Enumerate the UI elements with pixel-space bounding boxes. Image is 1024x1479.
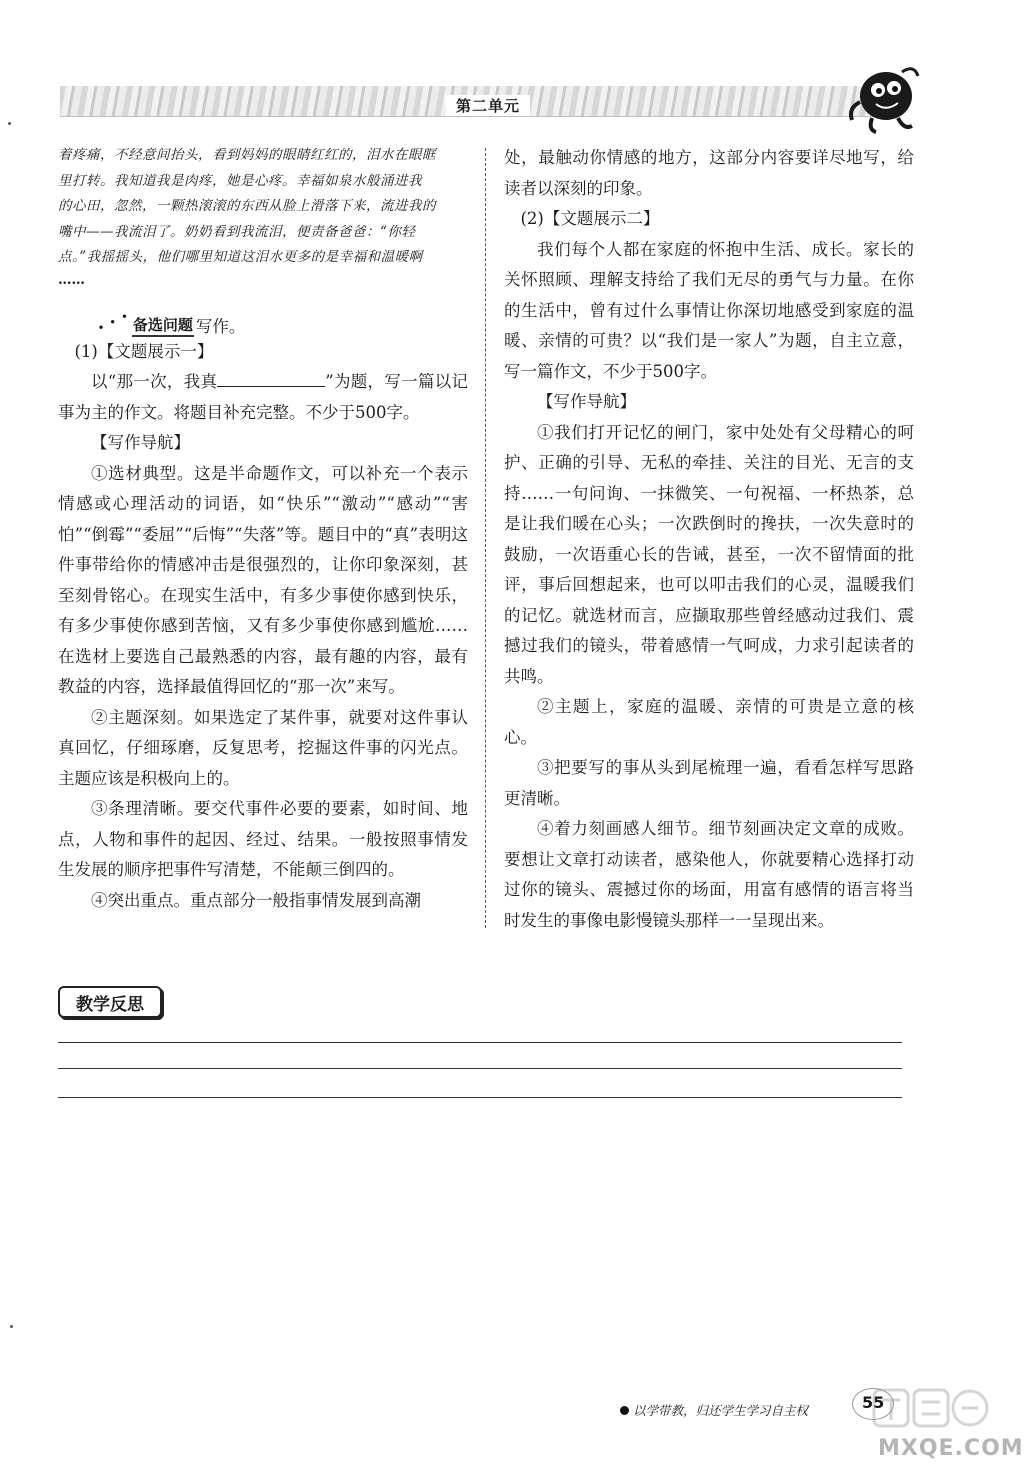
student-excerpt-line: 点。”我摇摇头，他们哪里知道这泪水更多的是幸福和温暖啊 — [58, 249, 423, 265]
guide2-paragraph: ①我们打开记忆的闸门，家中处处有父母精心的呵护、正确的引导、无私的牵挂、关注的目光、无言的支持……一句问询、一抹微笑、一句祝福、一杯热茶，总是让我们暖在心头；一次跌倒时的搀扶，一次失意时的鼓励，一次语重心长的告诫，甚至，一次不留情面的批评，事后回想起来，也可以叩击我们的心灵，温暖我们的记忆。就选材而言，应撷取那些曾经感动过我们、震撼过我们的镜头，带着感情一气呵成，力求引起读者的共鸣。 — [504, 422, 914, 686]
topic2-prompt: 我们每个人都在家庭的怀抱中生活、成长。家长的关怀照顾、理解支持给了我们无尽的勇气与力量。在你的生活中，曾有过什么事情让你深切地感受到家庭的温暖、亲情的可贵？以“我们是一家人”为题，自主立意，写一篇作文，不少于500字。 — [504, 239, 914, 381]
left-column — [58, 143, 468, 916]
topic2-heading: (2)【文题展示二】 — [520, 209, 660, 228]
guide2-paragraph: ③把要写的事从头到尾梳理一遍，看看怎样写思路更清晰。 — [504, 758, 914, 808]
student-excerpt-line: 着疼痛，不经意间抬头，看到妈妈的眼睛红红的，泪水在眼眶 — [58, 147, 436, 163]
guide1-paragraph: ③条理清晰。要交代事件必要的要素，如时间、地点，人物和事件的起因、经过、结果。一般按照事情发生发展的顺序把事件写清楚，不能颠三倒四的。 — [58, 799, 468, 879]
student-excerpt-line: 嘴中——我流泪了。奶奶看到我流泪，便责备爸爸：“你轻 — [58, 223, 416, 240]
teaching-reflection-badge: 教学反思 — [58, 986, 162, 1018]
right-column — [504, 143, 914, 936]
reflection-rule-line — [58, 1097, 902, 1098]
guide2-heading: 【写作导航】 — [537, 392, 636, 411]
topic1-blank — [217, 370, 325, 387]
footer-slogan — [620, 1401, 808, 1419]
student-excerpt-ellipsis: …… — [58, 271, 85, 288]
topic1-suffix: ”为题，写一篇以记事为主的作文。将题目补充完整。不少于500字。 — [58, 372, 468, 422]
alt-topic-label: 备选问题 — [132, 314, 194, 337]
watermark-url: MXQE.COM — [878, 1436, 1024, 1461]
unit-title: 第二单元 — [446, 95, 530, 116]
guide2-paragraph: ②主题上，家庭的温暖、亲情的可贵是立意的核心。 — [504, 697, 914, 747]
topic1-heading: (1)【文题展示一】 — [74, 341, 214, 361]
topic1-prompt — [58, 367, 468, 428]
guide1-paragraph: ①选材典型。这是半命题作文，可以补充一个表示情感或心理活动的词语，如“快乐”“激动”“感动”“害怕”“倒霉”“委屈”“后悔”“失落”等。题目中的“真”表明这件事带给你的情感冲击是很强烈的，让你印象深刻，甚至刻骨铭心。在现实生活中，有多少事使你感到快乐，有多少事使你感到苦恼，又有多少事使你感到尴尬……在选材上要选自己最熟悉的内容，最有趣的内容，最有教益的内容，选择最值得回忆的“那一次”来写。 — [58, 463, 468, 696]
student-excerpt-line: 的心田，忽然，一颗热滚滚的东西从脸上滑落下来，流进我的 — [58, 198, 436, 214]
reflection-rule-line — [58, 1068, 902, 1069]
topic1-prefix: 以“那一次，我真 — [91, 372, 218, 391]
scan-mark — [8, 122, 11, 125]
scan-mark — [10, 1325, 13, 1328]
guide2-paragraph: ④着力刻画感人细节。细节刻画决定文章的成败。要想让文章打动读者，感染他人，你就要精心选择打动过你的镜头、震撼过你的场面，用富有感情的语言将当时发生的事像电影慢镜头那样一一呈现出来。 — [504, 819, 914, 930]
watermark-logo — [870, 1384, 990, 1434]
student-excerpt-line: 里打转。我知道我是肉疼，她是心疼。幸福如泉水般涌进我 — [58, 172, 422, 189]
mascot-illustration — [842, 62, 924, 134]
alt-topic-dots: • • • — [95, 307, 132, 335]
guide1-heading: 【写作导航】 — [91, 433, 190, 452]
alt-topic-tail: 写作。 — [195, 316, 246, 336]
alt-topic-heading — [95, 301, 468, 337]
reflection-rule-line — [58, 1042, 902, 1043]
guide1-continuation: 处，最触动你情感的地方，这部分内容要详尽地写，给读者以深刻的印象。 — [504, 148, 914, 198]
guide1-paragraph: ④突出重点。重点部分一般指事情发展到高潮 — [91, 890, 421, 910]
footer-slogan-text: 以学带教，归还学生学习自主权 — [633, 1403, 809, 1418]
guide1-paragraph: ②主题深刻。如果选定了某件事，就要对这件事认真回忆，仔细琢磨，反复思考，挖掘这件事的闪光点。主题应该是积极向上的。 — [58, 707, 468, 788]
page-number: 55 — [862, 1393, 885, 1412]
bullet-icon — [620, 1406, 629, 1415]
column-divider — [485, 148, 486, 928]
